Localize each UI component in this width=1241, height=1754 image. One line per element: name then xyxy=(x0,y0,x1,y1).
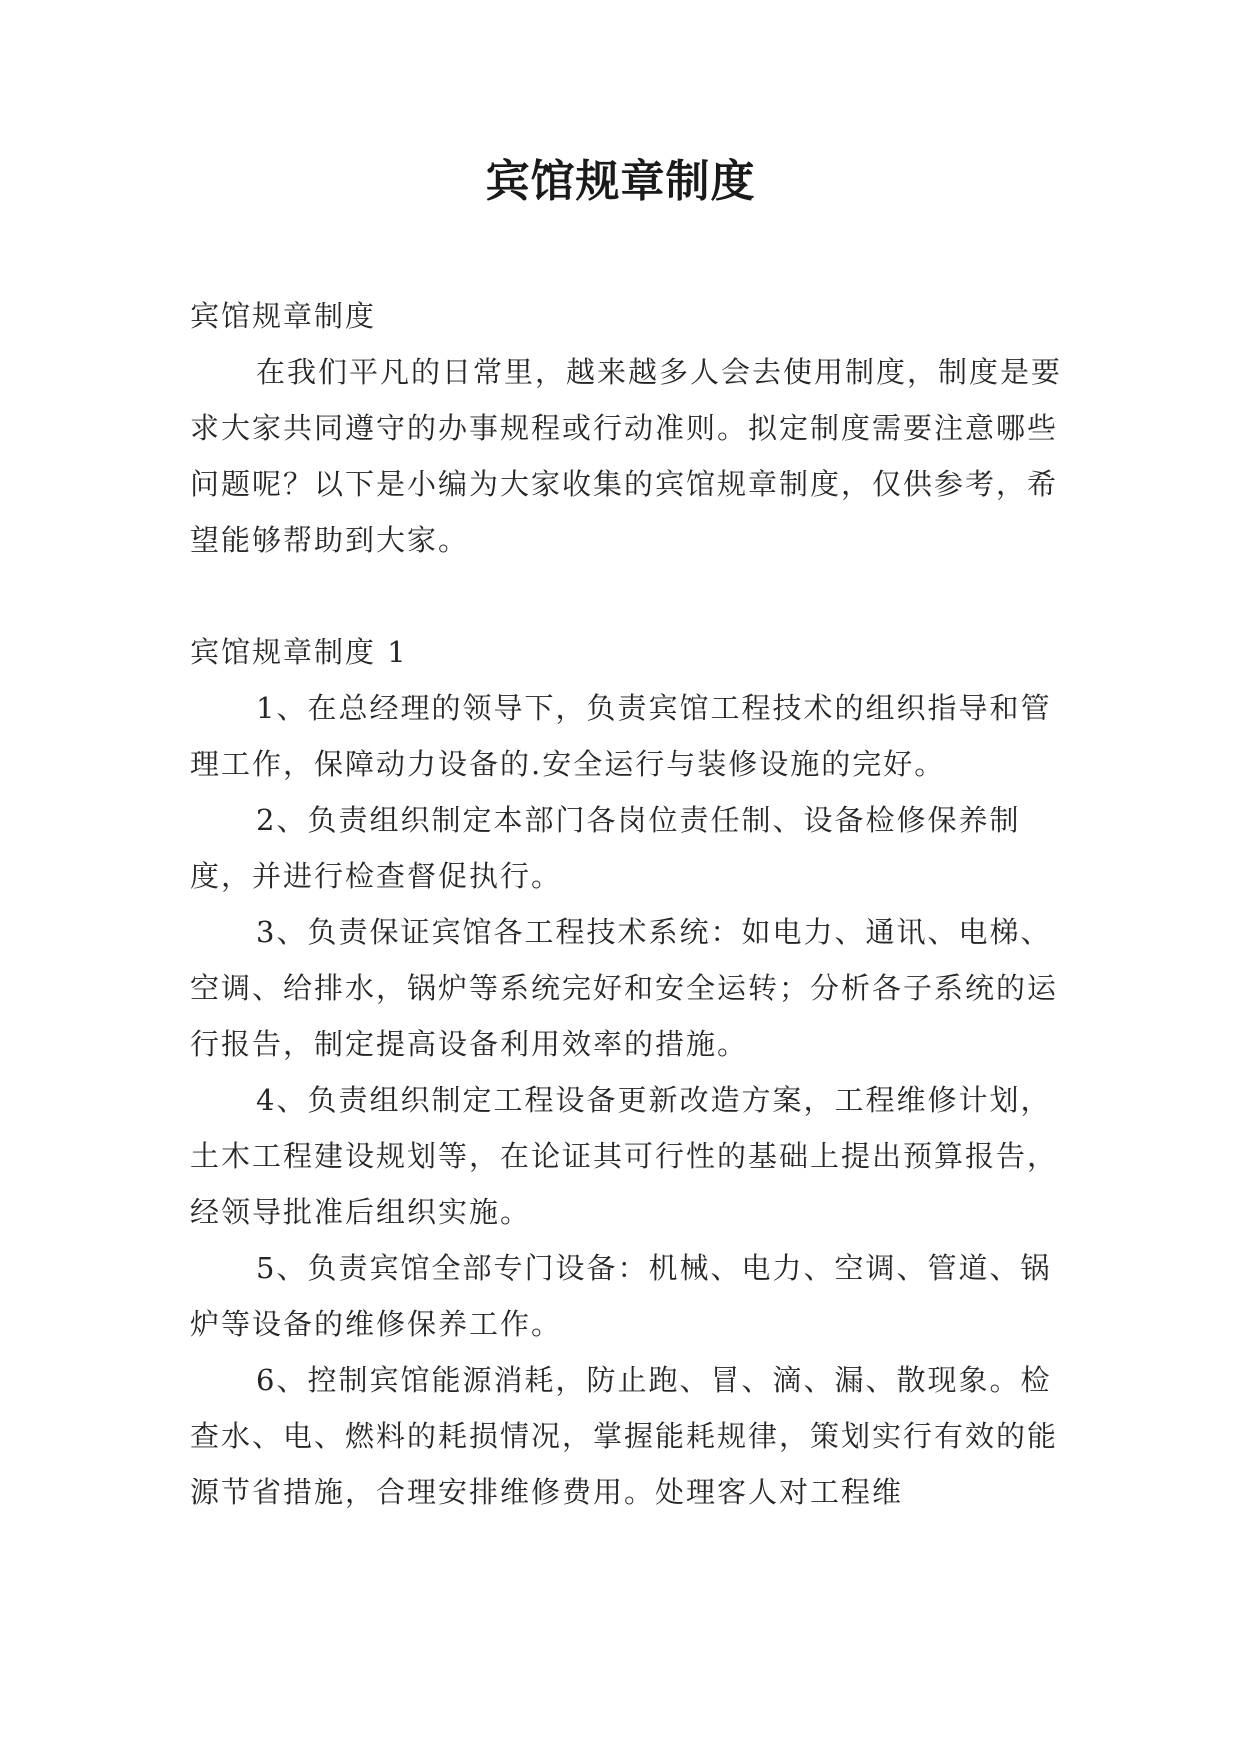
document-body xyxy=(190,288,1070,1520)
page-title: 宾馆规章制度 xyxy=(485,156,756,207)
list-item: 5、负责宾馆全部专门设备：机械、电力、空调、管道、锅炉等设备的维修保养工作。 xyxy=(190,1251,1052,1341)
list-item: 2、负责组织制定本部门各岗位责任制、设备检修保养制度，并进行检查督促执行。 xyxy=(190,803,1021,893)
list-item: 1、在总经理的领导下，负责宾馆工程技术的组织指导和管理工作，保障动力设备的.安全运行与装修设施的完好。 xyxy=(190,691,1052,781)
list-item: 3、负责保证宾馆各工程技术系统：如电力、通讯、电梯、空调、给排水，锅炉等系统完好和安全运转；分析各子系统的运行报告，制定提高设备利用效率的措施。 xyxy=(190,915,1059,1061)
intro-paragraph: 在我们平凡的日常里，越来越多人会去使用制度，制度是要求大家共同遵守的办事规程或行动准则。拟定制度需要注意哪些问题呢？以下是小编为大家收集的宾馆规章制度，仅供参考，希望能够帮助到大家。 xyxy=(190,355,1063,557)
list-item: 4、负责组织制定工程设备更新改造方案，工程维修计划，土木工程建设规划等，在论证其可行性的基础上提出预算报告，经领导批准后组织实施。 xyxy=(190,1083,1059,1229)
list-item: 6、控制宾馆能源消耗，防止跑、冒、滴、漏、散现象。检查水、电、燃料的耗损情况，掌握能耗规律，策划实行有效的能源节省措施，合理安排维修费用。处理客人对工程维 xyxy=(190,1363,1059,1509)
document-subtitle: 宾馆规章制度 xyxy=(190,299,377,333)
section-heading: 宾馆规章制度 1 xyxy=(190,635,408,669)
